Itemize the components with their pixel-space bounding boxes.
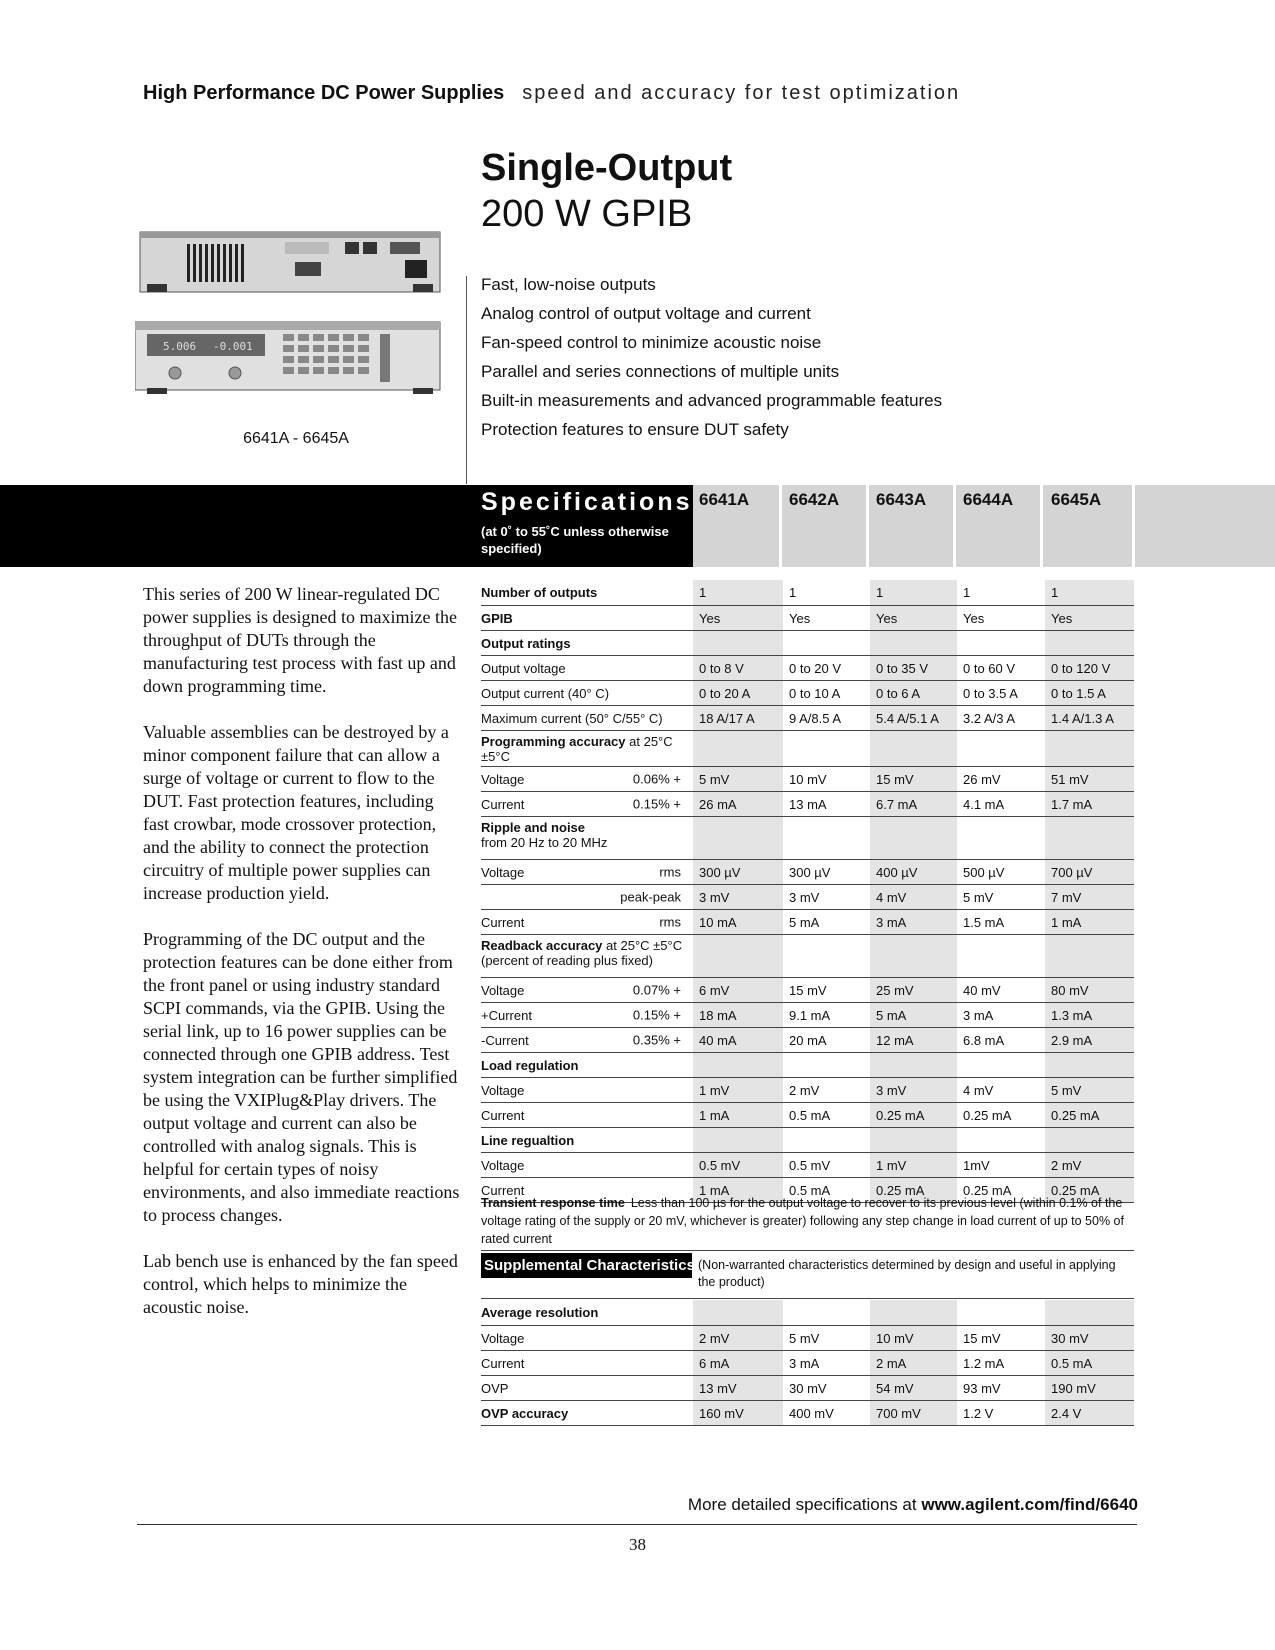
value-cell bbox=[1045, 1052, 1134, 1077]
row-label: Output voltage bbox=[481, 660, 566, 676]
value-cell bbox=[870, 934, 957, 977]
value-cell bbox=[957, 630, 1045, 655]
value-cell: 12 mA bbox=[870, 1027, 957, 1052]
value-cell: 1 bbox=[1045, 580, 1134, 605]
row-label-cell bbox=[481, 977, 693, 1002]
display-readout-right: -0.001 bbox=[213, 340, 253, 353]
specifications-table bbox=[481, 580, 1134, 1203]
value-cell bbox=[783, 816, 870, 859]
row-label: Current bbox=[481, 914, 525, 930]
value-cell: 5 mV bbox=[957, 884, 1045, 909]
table-row bbox=[481, 1350, 1134, 1375]
value-cell: 1mV bbox=[957, 1152, 1045, 1177]
column-gap bbox=[779, 485, 782, 567]
row-label: Voltage bbox=[481, 1330, 525, 1346]
value-cell: 15 mV bbox=[783, 977, 870, 1002]
value-cell: 3 mA bbox=[783, 1350, 870, 1375]
row-label-cell bbox=[481, 1375, 693, 1400]
row-label: OVP accuracy bbox=[481, 1405, 569, 1421]
value-cell bbox=[783, 934, 870, 977]
row-label: Ripple and noise bbox=[481, 819, 586, 835]
value-cell: 1.5 mA bbox=[957, 909, 1045, 934]
row-label: Voltage bbox=[481, 982, 525, 998]
row-label: Current bbox=[481, 796, 525, 812]
value-cell: 25 mV bbox=[870, 977, 957, 1002]
value-cell: 80 mV bbox=[1045, 977, 1134, 1002]
value-cell: 700 µV bbox=[1045, 859, 1134, 884]
value-cell: 160 mV bbox=[693, 1400, 783, 1425]
value-cell: 0.5 mA bbox=[1045, 1350, 1134, 1375]
row-label: Current bbox=[481, 1355, 525, 1371]
value-cell: 13 mA bbox=[783, 791, 870, 816]
column-gap bbox=[1132, 485, 1135, 567]
table-row bbox=[481, 1152, 1134, 1177]
value-cell: 2.9 mA bbox=[1045, 1027, 1134, 1052]
value-cell bbox=[1045, 1127, 1134, 1152]
row-label-cell bbox=[481, 1325, 693, 1350]
row-label-cell bbox=[481, 1102, 693, 1127]
value-cell: 20 mA bbox=[783, 1027, 870, 1052]
value-cell: Yes bbox=[870, 605, 957, 630]
row-qualifier: peak-peak bbox=[620, 889, 681, 904]
value-cell bbox=[870, 1052, 957, 1077]
value-cell: 500 µV bbox=[957, 859, 1045, 884]
value-cell bbox=[1045, 730, 1134, 766]
feature-item: Analog control of output voltage and current bbox=[481, 304, 811, 323]
table-row bbox=[481, 630, 1134, 655]
value-cell: 0 to 120 V bbox=[1045, 655, 1134, 680]
value-cell: 0.25 mA bbox=[870, 1102, 957, 1127]
value-cell: 1.2 mA bbox=[957, 1350, 1045, 1375]
supplemental-title: Supplemental Characteristics bbox=[481, 1253, 692, 1278]
supplemental-note: (Non-warranted characteristics determined by design and useful in applying the product) bbox=[698, 1258, 1116, 1289]
value-cell: 10 mV bbox=[783, 766, 870, 791]
value-cell: 4 mV bbox=[870, 884, 957, 909]
value-cell: 0.5 mA bbox=[783, 1177, 870, 1202]
row-label-cell bbox=[481, 680, 693, 705]
value-cell bbox=[957, 730, 1045, 766]
value-cell bbox=[783, 1052, 870, 1077]
value-cell: 3 mV bbox=[870, 1077, 957, 1102]
value-cell: 6.8 mA bbox=[957, 1027, 1045, 1052]
row-label-cell bbox=[481, 1127, 693, 1152]
value-cell: 2 mV bbox=[693, 1325, 783, 1350]
row-label-cell bbox=[481, 730, 693, 766]
value-cell: 3 mA bbox=[870, 909, 957, 934]
row-qualifier: 0.15% + bbox=[632, 1007, 681, 1022]
value-cell: 26 mA bbox=[693, 791, 783, 816]
value-cell bbox=[1045, 1300, 1134, 1325]
page-number: 38 bbox=[629, 1535, 646, 1554]
value-cell: 1.4 A/1.3 A bbox=[1045, 705, 1134, 730]
value-cell: 1 mA bbox=[693, 1102, 783, 1127]
value-cell bbox=[693, 816, 783, 859]
value-cell bbox=[693, 1127, 783, 1152]
value-cell: 0 to 6 A bbox=[870, 680, 957, 705]
row-qualifier: rms bbox=[659, 864, 681, 879]
value-cell: 9.1 mA bbox=[783, 1002, 870, 1027]
value-cell: 2 mV bbox=[1045, 1152, 1134, 1177]
row-label-cell bbox=[481, 605, 693, 630]
row-label: +Current bbox=[481, 1007, 532, 1023]
row-label-cell bbox=[481, 816, 693, 859]
product-photo bbox=[135, 230, 457, 420]
value-cell: 5.4 A/5.1 A bbox=[870, 705, 957, 730]
value-cell: Yes bbox=[957, 605, 1045, 630]
row-qualifier: 0.07% + bbox=[632, 982, 681, 997]
value-cell: 400 mV bbox=[783, 1400, 870, 1425]
row-label: Maximum current (50° C/55° C) bbox=[481, 710, 663, 726]
value-cell bbox=[693, 1052, 783, 1077]
table-row bbox=[481, 1027, 1134, 1052]
table-row bbox=[481, 1077, 1134, 1102]
row-label-cell bbox=[481, 1350, 693, 1375]
value-cell: 0 to 35 V bbox=[870, 655, 957, 680]
value-cell: 30 mV bbox=[1045, 1325, 1134, 1350]
value-cell: 40 mA bbox=[693, 1027, 783, 1052]
supplemental-table bbox=[481, 1300, 1134, 1426]
value-cell bbox=[693, 1300, 783, 1325]
row-label-cell bbox=[481, 580, 693, 605]
value-cell: 10 mA bbox=[693, 909, 783, 934]
value-cell bbox=[870, 1300, 957, 1325]
table-row bbox=[481, 934, 1134, 977]
value-cell bbox=[870, 630, 957, 655]
value-cell: 0 to 8 V bbox=[693, 655, 783, 680]
row-label: Output ratings bbox=[481, 635, 571, 651]
value-cell bbox=[693, 730, 783, 766]
photo-caption: 6641A - 6645A bbox=[243, 430, 349, 447]
row-label: Voltage bbox=[481, 1082, 525, 1098]
value-cell bbox=[957, 1300, 1045, 1325]
row-qualifier: 0.06% + bbox=[632, 771, 681, 786]
row-label-note: at 25°C ±5°C bbox=[606, 937, 683, 953]
value-cell: 5 mV bbox=[1045, 1077, 1134, 1102]
row-label-cell bbox=[481, 1002, 693, 1027]
value-cell: 2 mV bbox=[783, 1077, 870, 1102]
value-cell: 0.25 mA bbox=[1045, 1102, 1134, 1127]
row-label-cell bbox=[481, 1152, 693, 1177]
row-label-cell bbox=[481, 1077, 693, 1102]
row-label: Line regualtion bbox=[481, 1132, 575, 1148]
row-label: OVP bbox=[481, 1380, 509, 1396]
value-cell bbox=[783, 630, 870, 655]
value-cell: 0.25 mA bbox=[957, 1177, 1045, 1202]
value-cell: 2.4 V bbox=[1045, 1400, 1134, 1425]
row-label-note: at 25°C ±5°C bbox=[481, 733, 673, 764]
value-cell bbox=[783, 1300, 870, 1325]
value-cell: 2 mA bbox=[870, 1350, 957, 1375]
product-title-line2: 200 W GPIB bbox=[481, 193, 693, 235]
rear-panel-unit bbox=[140, 232, 440, 292]
value-cell: 10 mV bbox=[870, 1325, 957, 1350]
value-cell: 1 mV bbox=[870, 1152, 957, 1177]
feature-item: Fast, low-noise outputs bbox=[481, 275, 656, 294]
value-cell: 40 mV bbox=[957, 977, 1045, 1002]
value-cell: 30 mV bbox=[783, 1375, 870, 1400]
row-label-cell bbox=[481, 1027, 693, 1052]
footer-link-line bbox=[688, 1495, 1138, 1515]
row-label: Average resolution bbox=[481, 1305, 599, 1321]
footer-prefix: More detailed specifications at bbox=[687, 1495, 917, 1514]
model-header: 6645A bbox=[1051, 490, 1102, 509]
transient-label: Transient response time bbox=[481, 1196, 625, 1210]
footer-divider bbox=[137, 1524, 1137, 1525]
row-label-cell bbox=[481, 1052, 693, 1077]
feature-item: Protection features to ensure DUT safety bbox=[481, 420, 789, 439]
table-row bbox=[481, 884, 1134, 909]
value-cell: 3 mV bbox=[783, 884, 870, 909]
table-row bbox=[481, 730, 1134, 766]
row-label: Voltage bbox=[481, 1157, 525, 1173]
value-cell: 1 bbox=[957, 580, 1045, 605]
header-tagline: speed and accuracy for test optimization bbox=[522, 82, 961, 104]
column-gap bbox=[953, 485, 956, 567]
value-cell: 1 bbox=[693, 580, 783, 605]
model-header: 6641A bbox=[699, 490, 750, 509]
value-cell: 18 mA bbox=[693, 1002, 783, 1027]
value-cell: 54 mV bbox=[870, 1375, 957, 1400]
value-cell bbox=[957, 1052, 1045, 1077]
value-cell: 5 mV bbox=[783, 1325, 870, 1350]
table-row bbox=[481, 655, 1134, 680]
value-cell: 15 mV bbox=[957, 1325, 1045, 1350]
row-label-subline: from 20 Hz to 20 MHz bbox=[481, 834, 608, 850]
table-row bbox=[481, 791, 1134, 816]
value-cell: 190 mV bbox=[1045, 1375, 1134, 1400]
value-cell bbox=[1045, 630, 1134, 655]
specs-subtitle: (at 0˚ to 55˚C unless otherwise specified) bbox=[481, 524, 669, 556]
row-label-cell bbox=[481, 909, 693, 934]
value-cell bbox=[693, 934, 783, 977]
value-cell: 700 mV bbox=[870, 1400, 957, 1425]
row-label-cell bbox=[481, 630, 693, 655]
value-cell bbox=[1045, 816, 1134, 859]
row-label: Current bbox=[481, 1182, 525, 1198]
column-gap bbox=[1040, 485, 1043, 567]
table-row bbox=[481, 1375, 1134, 1400]
table-row bbox=[481, 680, 1134, 705]
value-cell: 9 A/8.5 A bbox=[783, 705, 870, 730]
model-header: 6644A bbox=[963, 490, 1014, 509]
footer-url[interactable]: www.agilent.com/find/6640 bbox=[921, 1495, 1138, 1514]
product-title bbox=[481, 146, 732, 238]
row-label-cell bbox=[481, 934, 693, 977]
model-header: 6642A bbox=[789, 490, 840, 509]
feature-item: Parallel and series connections of multiple units bbox=[481, 362, 840, 381]
value-cell: 1.3 mA bbox=[1045, 1002, 1134, 1027]
value-cell: 0.5 mA bbox=[783, 1102, 870, 1127]
value-cell: 7 mV bbox=[1045, 884, 1134, 909]
value-cell: 3.2 A/3 A bbox=[957, 705, 1045, 730]
value-cell: 0 to 10 A bbox=[783, 680, 870, 705]
row-qualifier: rms bbox=[659, 914, 681, 929]
value-cell bbox=[870, 730, 957, 766]
value-cell: 1 mV bbox=[693, 1077, 783, 1102]
value-cell bbox=[957, 934, 1045, 977]
table-row bbox=[481, 1052, 1134, 1077]
value-cell bbox=[783, 730, 870, 766]
value-cell: 0.25 mA bbox=[1045, 1177, 1134, 1202]
value-cell: 0 to 3.5 A bbox=[957, 680, 1045, 705]
value-cell bbox=[957, 816, 1045, 859]
row-label: Number of outputs bbox=[481, 585, 598, 601]
row-label-cell bbox=[481, 1400, 693, 1425]
value-cell: 1.2 V bbox=[957, 1400, 1045, 1425]
row-label-cell bbox=[481, 655, 693, 680]
value-cell bbox=[870, 1127, 957, 1152]
value-cell bbox=[783, 1127, 870, 1152]
row-label-subline: (percent of reading plus fixed) bbox=[481, 952, 653, 968]
page-header bbox=[143, 82, 960, 105]
feature-item: Fan-speed control to minimize acoustic noise bbox=[481, 333, 822, 352]
row-label-cell bbox=[481, 859, 693, 884]
row-qualifier: 0.35% + bbox=[632, 1032, 681, 1047]
table-row bbox=[481, 977, 1134, 1002]
transient-text: Less than 100 µs for the output voltage to recover to its previous level (within 0.1% of the voltage rating of the supply or 20 mV, whichever is greater) following any step change in load current of up to 50% of rated current bbox=[481, 1196, 1124, 1246]
value-cell: 0 to 20 V bbox=[783, 655, 870, 680]
table-row bbox=[481, 705, 1134, 730]
value-cell: 0.25 mA bbox=[870, 1177, 957, 1202]
row-label-cell bbox=[481, 884, 693, 909]
row-label: -Current bbox=[481, 1032, 529, 1048]
column-gap bbox=[866, 485, 869, 567]
value-cell: 6.7 mA bbox=[870, 791, 957, 816]
value-cell: 1 bbox=[783, 580, 870, 605]
value-cell bbox=[870, 816, 957, 859]
value-cell: 0.25 mA bbox=[957, 1102, 1045, 1127]
row-label: Load regulation bbox=[481, 1057, 579, 1073]
row-label-cell bbox=[481, 1300, 693, 1325]
body-paragraph: Valuable assemblies can be destroyed by a minor component failure that can allow a surge of voltage or current to flow to the DUT. Fast protection features, including fast crowbar, mode crossover protection, and the ability to connect the protection circuitry of multiple power supplies can increase production yield. bbox=[143, 722, 449, 903]
value-cell: 26 mV bbox=[957, 766, 1045, 791]
body-paragraph: Lab bench use is enhanced by the fan speed control, which helps to minimize the acoustic noise. bbox=[143, 1251, 458, 1317]
value-cell: 5 mA bbox=[870, 1002, 957, 1027]
value-cell: 1 mA bbox=[693, 1177, 783, 1202]
specs-title: Specifications bbox=[481, 488, 693, 516]
value-cell: 13 mV bbox=[693, 1375, 783, 1400]
value-cell: 93 mV bbox=[957, 1375, 1045, 1400]
value-cell: 1 mA bbox=[1045, 909, 1134, 934]
value-cell: 15 mV bbox=[870, 766, 957, 791]
value-cell: 300 µV bbox=[693, 859, 783, 884]
value-cell: 5 mA bbox=[783, 909, 870, 934]
value-cell: 1 bbox=[870, 580, 957, 605]
value-cell: 6 mA bbox=[693, 1350, 783, 1375]
value-cell: 1.7 mA bbox=[1045, 791, 1134, 816]
table-row bbox=[481, 909, 1134, 934]
table-row bbox=[481, 1400, 1134, 1425]
value-cell: 400 µV bbox=[870, 859, 957, 884]
supplemental-header bbox=[481, 1253, 1134, 1299]
value-cell: 0 to 20 A bbox=[693, 680, 783, 705]
value-cell: 4.1 mA bbox=[957, 791, 1045, 816]
row-label: Programming accuracy bbox=[481, 733, 626, 749]
value-cell: Yes bbox=[783, 605, 870, 630]
value-cell bbox=[1045, 934, 1134, 977]
row-label: Voltage bbox=[481, 864, 525, 880]
value-cell: 0.5 mV bbox=[693, 1152, 783, 1177]
value-cell: 5 mV bbox=[693, 766, 783, 791]
row-label-cell bbox=[481, 705, 693, 730]
value-cell: 51 mV bbox=[1045, 766, 1134, 791]
model-header: 6643A bbox=[876, 490, 927, 509]
row-label: Output current (40° C) bbox=[481, 685, 610, 701]
transient-response bbox=[481, 1194, 1134, 1251]
value-cell: 0.5 mV bbox=[783, 1152, 870, 1177]
row-label-cell bbox=[481, 766, 693, 791]
body-paragraph: This series of 200 W linear-regulated DC power supplies is designed to maximize the throughput of DUTs through the manufacturing test process with fast up and down programming time. bbox=[143, 584, 457, 696]
table-row bbox=[481, 1002, 1134, 1027]
value-cell: 0 to 1.5 A bbox=[1045, 680, 1134, 705]
value-cell: 300 µV bbox=[783, 859, 870, 884]
row-label: GPIB bbox=[481, 610, 513, 626]
table-row bbox=[481, 859, 1134, 884]
table-row bbox=[481, 1325, 1134, 1350]
front-panel-unit bbox=[135, 322, 440, 394]
value-cell: 18 A/17 A bbox=[693, 705, 783, 730]
body-paragraph: Programming of the DC output and the protection features can be done either from the front panel or using industry standard SCPI commands, via the GPIB. Using the serial link, up to 16 power supplies can be connected through one GPIB address. Test system integration can be further simplified be using the VXIPlug&Play drivers. The output voltage and current can also be controlled with analog signals. This is helpful for certain types of noisy environments, and also immediate reactions to process changes. bbox=[143, 929, 460, 1225]
product-title-line1: Single-Output bbox=[481, 147, 733, 189]
table-row bbox=[481, 605, 1134, 630]
display-readout-left: 5.006 bbox=[163, 340, 197, 353]
table-row bbox=[481, 580, 1134, 605]
table-row bbox=[481, 1127, 1134, 1152]
vertical-divider bbox=[466, 276, 467, 484]
feature-list bbox=[481, 270, 942, 444]
value-cell bbox=[957, 1127, 1045, 1152]
value-cell: Yes bbox=[1045, 605, 1134, 630]
header-title: High Performance DC Power Supplies bbox=[143, 82, 505, 104]
table-row bbox=[481, 1300, 1134, 1325]
value-cell bbox=[693, 630, 783, 655]
row-label: Readback accuracy bbox=[481, 937, 603, 953]
body-copy bbox=[143, 583, 463, 1342]
table-row bbox=[481, 1102, 1134, 1127]
row-label: Current bbox=[481, 1107, 525, 1123]
table-row bbox=[481, 816, 1134, 859]
feature-item: Built-in measurements and advanced programmable features bbox=[481, 391, 943, 410]
row-qualifier: 0.15% + bbox=[632, 796, 681, 811]
value-cell: 4 mV bbox=[957, 1077, 1045, 1102]
table-row bbox=[481, 766, 1134, 791]
value-cell: 3 mV bbox=[693, 884, 783, 909]
value-cell: 3 mA bbox=[957, 1002, 1045, 1027]
value-cell: 0 to 60 V bbox=[957, 655, 1045, 680]
value-cell: Yes bbox=[693, 605, 783, 630]
row-label-cell bbox=[481, 791, 693, 816]
value-cell: 6 mV bbox=[693, 977, 783, 1002]
row-label: Voltage bbox=[481, 771, 525, 787]
